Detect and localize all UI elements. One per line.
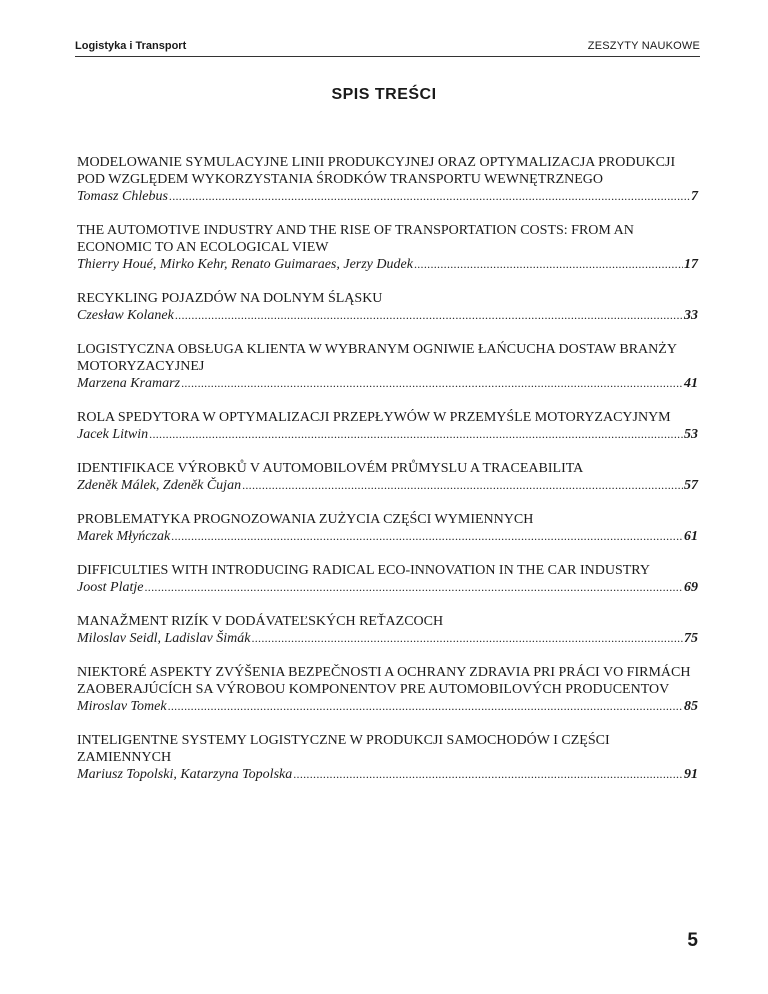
toc-entry-author-line bbox=[77, 188, 698, 205]
toc-entry[interactable] bbox=[77, 409, 698, 443]
toc-entry-author-line bbox=[77, 477, 698, 494]
toc-entry-authors: Marek Młyńczak bbox=[77, 529, 171, 544]
toc-entry[interactable] bbox=[77, 341, 698, 392]
table-of-contents bbox=[77, 154, 698, 800]
toc-entry-title: RECYKLING POJAZDÓW NA DOLNYM ŚLĄSKU bbox=[77, 291, 383, 306]
toc-entry-title: MANAŽMENT RIZÍK V DODÁVATEĽSKÝCH REŤAZCOCH bbox=[77, 614, 444, 629]
dot-leader bbox=[175, 307, 683, 324]
toc-entry-authors: Jacek Litwin bbox=[77, 427, 149, 442]
dot-leader bbox=[251, 630, 683, 647]
toc-entry-author-line bbox=[77, 630, 698, 647]
dot-leader bbox=[414, 256, 683, 273]
toc-entry-title: DIFFICULTIES WITH INTRODUCING RADICAL ECO-INNOVATION IN THE CAR INDUSTRY bbox=[77, 563, 650, 578]
toc-entry-page: 75 bbox=[684, 631, 698, 646]
dot-leader bbox=[171, 528, 683, 545]
toc-entry-title: MODELOWANIE SYMULACYJNE LINII PRODUKCYJNEJ ORAZ OPTYMALIZACJA PRODUKCJI POD WZGLĘDEM WYKORZYSTANIA ŚRODKÓW TRANSPORTU WEWNĘTRZNEGO bbox=[77, 155, 676, 187]
toc-entry[interactable] bbox=[77, 222, 698, 273]
toc-entry-page: 41 bbox=[684, 376, 698, 391]
toc-entry-authors: Tomasz Chlebus bbox=[77, 189, 168, 204]
toc-entry-authors: Mariusz Topolski, Katarzyna Topolska bbox=[77, 767, 293, 782]
toc-entry-title: PROBLEMATYKA PROGNOZOWANIA ZUŻYCIA CZĘŚCI WYMIENNYCH bbox=[77, 512, 534, 527]
toc-entry-author-line bbox=[77, 256, 698, 273]
toc-entry-authors: Czesław Kolanek bbox=[77, 308, 174, 323]
toc-entry[interactable] bbox=[77, 290, 698, 324]
toc-entry-page: 57 bbox=[684, 478, 698, 493]
toc-entry-page: 91 bbox=[684, 767, 698, 782]
toc-entry-page: 17 bbox=[684, 257, 698, 272]
toc-entry-authors: Marzena Kramarz bbox=[77, 376, 181, 391]
dot-leader bbox=[149, 426, 683, 443]
dot-leader bbox=[293, 766, 683, 783]
toc-entry-author-line bbox=[77, 307, 698, 324]
toc-entry[interactable] bbox=[77, 511, 698, 545]
journal-title: Logistyka i Transport bbox=[75, 40, 187, 52]
page-title: SPIS TREŚCI bbox=[331, 86, 437, 103]
toc-entry-authors: Joost Platje bbox=[77, 580, 144, 595]
toc-entry-page: 61 bbox=[684, 529, 698, 544]
toc-entry[interactable] bbox=[77, 613, 698, 647]
toc-entry-title: IDENTIFIKACE VÝROBKŮ V AUTOMOBILOVÉM PRŮMYSLU A TRACEABILITA bbox=[77, 461, 584, 476]
page-number: 5 bbox=[687, 930, 698, 951]
dot-leader bbox=[168, 698, 683, 715]
toc-entry-authors: Thierry Houé, Mirko Kehr, Renato Guimaraes, Jerzy Dudek bbox=[77, 257, 413, 272]
toc-entry-author-line bbox=[77, 426, 698, 443]
toc-entry-title: LOGISTYCZNA OBSŁUGA KLIENTA W WYBRANYM OGNIWIE ŁAŃCUCHA DOSTAW BRANŻY MOTORYZACYJNEJ bbox=[77, 342, 677, 374]
toc-entry[interactable] bbox=[77, 460, 698, 494]
toc-entry[interactable] bbox=[77, 732, 698, 783]
toc-entry-page: 53 bbox=[684, 427, 698, 442]
dot-leader bbox=[242, 477, 683, 494]
dot-leader bbox=[145, 579, 684, 596]
toc-entry-authors: Zdeněk Málek, Zdeněk Čujan bbox=[77, 478, 242, 493]
toc-entry-page: 33 bbox=[684, 308, 698, 323]
dot-leader bbox=[181, 375, 683, 392]
toc-entry-author-line bbox=[77, 698, 698, 715]
toc-entry-title: NIEKTORÉ ASPEKTY ZVÝŠENIA BEZPEČNOSTI A OCHRANY ZDRAVIA PRI PRÁCI VO FIRMÁCH ZAOBERAJÚCÍCH SA VÝROBOU KOMPONENTOV PRE AUTOMOBILOVÝCH PRODUCENTOV bbox=[77, 665, 691, 697]
toc-entry-title: THE AUTOMOTIVE INDUSTRY AND THE RISE OF TRANSPORTATION COSTS: FROM AN ECONOMIC TO AN ECOLOGICAL VIEW bbox=[77, 223, 634, 255]
toc-entry-authors: Miroslav Tomek bbox=[77, 699, 167, 714]
toc-entry-author-line bbox=[77, 579, 698, 596]
toc-entry[interactable] bbox=[77, 562, 698, 596]
toc-entry-title: INTELIGENTNE SYSTEMY LOGISTYCZNE W PRODUKCJI SAMOCHODÓW I CZĘŚCI ZAMIENNYCH bbox=[77, 733, 610, 765]
toc-entry-author-line bbox=[77, 375, 698, 392]
toc-entry-author-line bbox=[77, 766, 698, 783]
toc-entry-page: 85 bbox=[684, 699, 698, 714]
toc-entry-title: ROLA SPEDYTORA W OPTYMALIZACJI PRZEPŁYWÓW W PRZEMYŚLE MOTORYZACYJNYM bbox=[77, 410, 671, 425]
toc-entry-page: 69 bbox=[684, 580, 698, 595]
series-name: ZESZYTY NAUKOWE bbox=[587, 40, 700, 52]
dot-leader bbox=[169, 188, 690, 205]
running-header bbox=[75, 38, 700, 57]
toc-entry-authors: Miloslav Seidl, Ladislav Šimák bbox=[77, 631, 251, 646]
toc-entry[interactable] bbox=[77, 664, 698, 715]
toc-entry[interactable] bbox=[77, 154, 698, 205]
toc-entry-page: 7 bbox=[691, 189, 698, 204]
toc-entry-author-line bbox=[77, 528, 698, 545]
